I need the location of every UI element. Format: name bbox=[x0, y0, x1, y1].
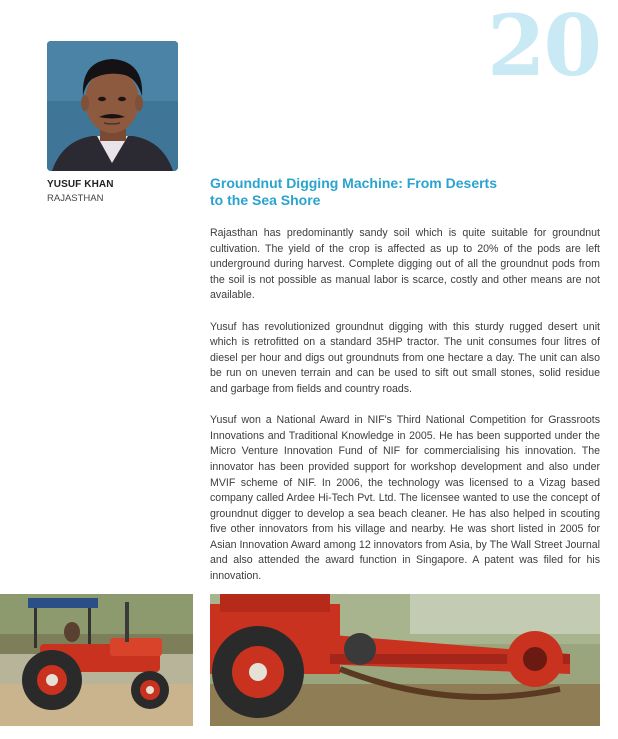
groundnut-digger-photo bbox=[210, 594, 600, 726]
tractor-photo bbox=[0, 594, 193, 726]
article-title-line-2: to the Sea Shore bbox=[210, 192, 321, 208]
person-name: YUSUF KHAN bbox=[47, 179, 114, 190]
article-paragraph: Rajasthan has predominantly sandy soil which is quite suitable for groundnut cultivation. The yield of the crop is affected as up to 20% of the pods are left underground during harvest. Complete digging out of all the groundnut pods from the soil is not possible as manual labor is scarce, costly and other means are not available. bbox=[210, 227, 600, 302]
article-title-line-1: Groundnut Digging Machine: From Deserts bbox=[210, 175, 498, 191]
article-paragraph: Yusuf has revolutionized groundnut digging with this sturdy rugged desert unit which is retrofitted on a standard 35HP tractor. The unit consumes four litres of diesel per hour and digs out groundnuts from one hectare a day. The unit can also be run on uneven terrain and can be used to sift out small stones, solid residue and garbage from fields and country roads. bbox=[210, 320, 600, 395]
page-number: 20 bbox=[487, 0, 600, 95]
person-location: RAJASTHAN bbox=[47, 193, 104, 204]
portrait-photo bbox=[47, 41, 178, 171]
article-body bbox=[210, 226, 600, 600]
article-title bbox=[210, 175, 540, 209]
article-paragraph: Yusuf won a National Award in NIF's Third National Competition for Grassroots Innovations and Traditional Knowledge in 2005. He has been supported under the Micro Venture Innovation Fund of NIF for commercialising his innovation. The innovator has been provided support for workshop development and also under MVIF scheme of NIF. In 2006, the technology was licensed to a Vizag based company called Ardee Hi-Tech Pvt. Ltd. The licensee wanted to use the concept of groundnut digger to develop a sea beach cleaner. He has also helped in scouting five other innovators from his village and nearby. He was short listed in 2005 for Asian Innovation Award among 12 innovators from Asia, by The Wall Street Journal and also attended the award function in Singapore. A patent was filed for his innovation. bbox=[210, 414, 600, 583]
